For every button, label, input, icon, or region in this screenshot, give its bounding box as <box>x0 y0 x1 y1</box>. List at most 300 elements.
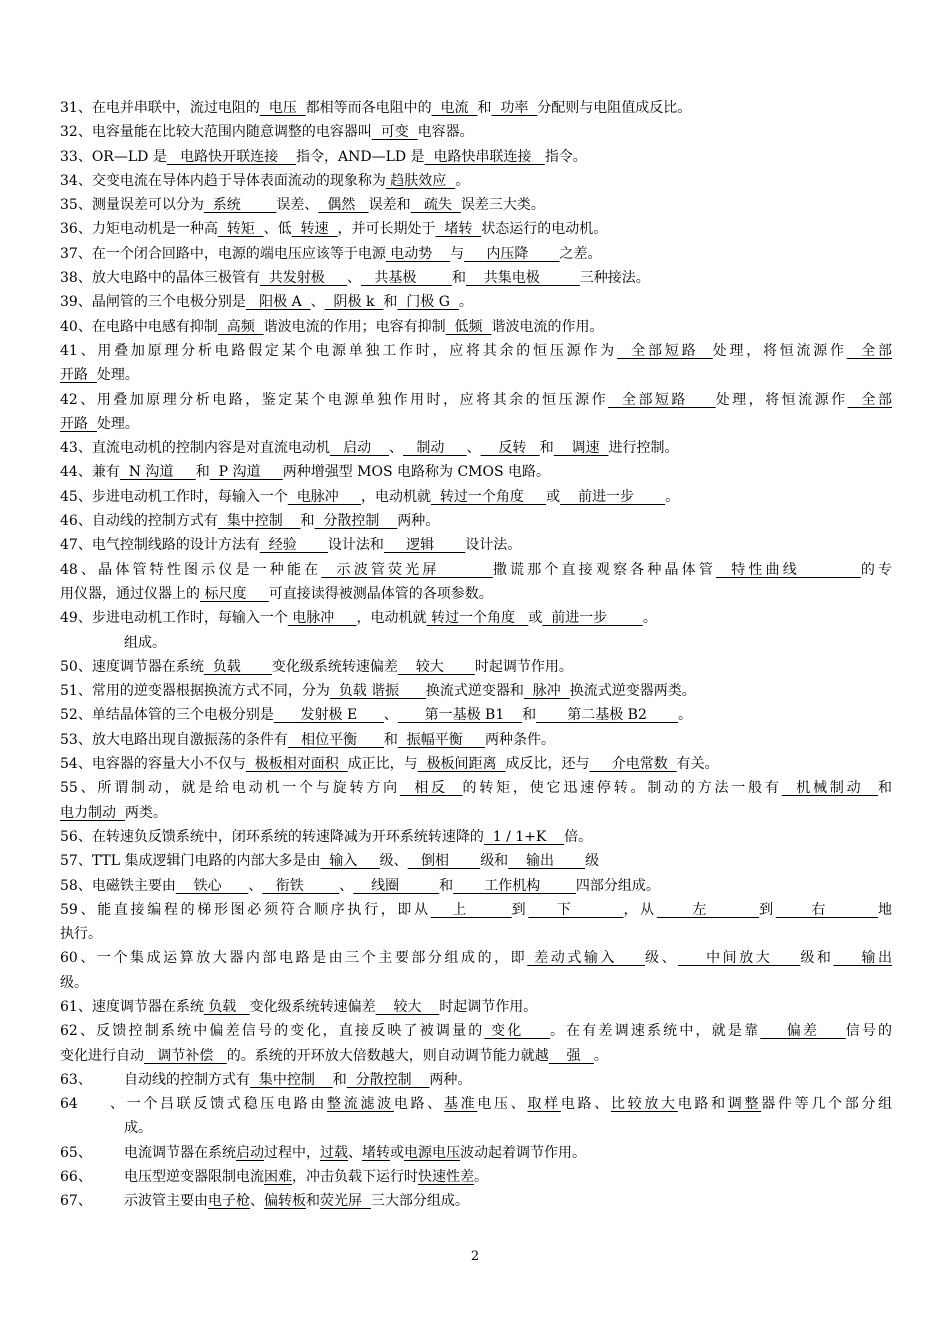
answer-blank: 电子枪 <box>208 1193 250 1210</box>
question-text: 谐波电流的作用；电容有抑制 <box>263 318 446 335</box>
answer-blank: 趋肤效应 <box>385 172 456 189</box>
answer-blank: 疏失 <box>410 197 461 214</box>
answer-blank: 输出 <box>508 853 586 870</box>
question-text: 设计法和 <box>327 537 384 554</box>
question-text: 的转矩，使它迅速停转。制动的方法一般有 <box>462 780 782 797</box>
answer-blank: 集中控制 <box>250 1071 333 1088</box>
question-text: 、 <box>248 877 263 894</box>
question-text: 可直接读得被测晶体管的各项参数。 <box>268 585 493 602</box>
question-number: 53、 <box>60 731 92 748</box>
answer-blank: 堵转 <box>435 221 482 238</box>
question-text: 四部分组成。 <box>575 877 660 894</box>
question-text: 速度调节器在系统 <box>91 658 204 675</box>
question-text: 三大部分组成。 <box>370 1193 469 1210</box>
answer-blank: 机械制动 <box>781 780 878 797</box>
answer-blank: 启动 <box>329 440 389 457</box>
question-line <box>60 217 892 241</box>
answer-blank: 负载 <box>203 658 272 675</box>
continuation-line <box>60 1044 892 1068</box>
question-number: 35、 <box>60 197 92 214</box>
answer-blank: 困难 <box>264 1169 292 1186</box>
question-text: 电压型逆变器限制电流 <box>124 1169 264 1186</box>
question-text: 。 <box>642 610 657 627</box>
question-text: 信号的 <box>845 1023 892 1040</box>
question-text: 到 <box>511 901 529 918</box>
answer-blank: 共发射极 <box>259 270 347 287</box>
answer-blank: 电源电压 <box>404 1144 460 1161</box>
question-text: 一个吕联反馈式稳压电路由 <box>124 1096 328 1113</box>
answer-blank: 转过一个角度 <box>430 488 547 505</box>
question-text: 倍。 <box>564 828 593 845</box>
question-text: 能直接编程的梯形图必须符合顺序执行，即从 <box>97 901 431 918</box>
question-text: ，并可长期处于 <box>337 221 436 238</box>
answer-blank: 反转 <box>480 440 540 457</box>
question-number: 46、 <box>60 513 92 530</box>
question-text: OR—LD 是 <box>91 148 167 165</box>
answer-blank: 偶然 <box>318 197 369 214</box>
question-text: 。 <box>678 707 693 724</box>
question-number: 45、 <box>60 488 92 505</box>
question-line <box>60 533 892 557</box>
question-line <box>60 96 892 120</box>
question-number: 62、 <box>60 1023 97 1040</box>
answer-blank: 分散控制 <box>314 513 398 530</box>
question-text: 。 <box>458 294 473 311</box>
question-number: 51、 <box>60 683 92 700</box>
answer-blank: 功率 <box>491 100 538 116</box>
continuation-line <box>60 1116 892 1140</box>
question-text: 兼有 <box>91 464 120 481</box>
question-text: 进行控制。 <box>608 440 679 457</box>
question-text: 。 <box>474 1169 488 1186</box>
answer-blank: 过载 <box>320 1144 348 1161</box>
question-text: 级 <box>585 853 600 870</box>
question-text: 用仪器，通过仪器上的 <box>60 585 200 602</box>
question-line <box>60 728 892 752</box>
question-text: 和 <box>383 731 398 748</box>
answer-blank: 高频 <box>217 318 264 335</box>
question-text: 或 <box>528 610 543 627</box>
answer-blank: 工作机构 <box>453 877 576 894</box>
question-line <box>60 169 892 193</box>
answer-blank: 第二基极 B2 <box>536 707 679 724</box>
question-text: 在电并串联中，流过电阻的 <box>91 100 260 116</box>
question-text: TTL 集成逻辑门电路的内部大多是由 <box>91 853 321 870</box>
question-text: 变化级系统转速偏差 <box>249 998 376 1015</box>
page-number: 2 <box>470 1249 480 1264</box>
answer-blank: 标尺度 <box>200 585 269 602</box>
question-text: 两种增强型 MOS 电路称为 CMOS 电路。 <box>282 464 551 481</box>
question-number: 60、 <box>60 950 97 967</box>
answer-blank: 脉冲 <box>523 683 570 700</box>
question-line <box>60 1165 892 1189</box>
question-line <box>60 266 892 290</box>
question-text: 力矩电动机是一种高 <box>91 221 218 238</box>
question-line <box>60 679 892 703</box>
answer-blank: 转过一个角度 <box>426 610 529 627</box>
answer-blank: 经验 <box>259 537 328 554</box>
question-text: 电压、 <box>477 1096 528 1113</box>
question-number: 63、 <box>60 1071 92 1088</box>
answer-blank: 堵转 <box>362 1144 390 1161</box>
question-text: 级和 <box>480 853 509 870</box>
continuation-line <box>60 582 892 606</box>
continuation-line <box>60 922 892 946</box>
answer-blank: 电脉冲 <box>287 488 361 505</box>
question-text: 状态运行的电动机。 <box>481 221 608 238</box>
question-text: 。 <box>593 1047 608 1064</box>
question-text: 成反比，还与 <box>505 756 590 773</box>
answer-blank: 阳极 A <box>245 294 311 311</box>
question-line <box>60 485 892 509</box>
question-text: 、 <box>346 270 361 287</box>
question-number: 33、 <box>60 148 92 165</box>
answer-blank: 电动势 <box>385 245 451 262</box>
question-text: 电气控制线路的设计方法有 <box>91 537 260 554</box>
question-text: 误差三大类。 <box>460 197 545 214</box>
question-number: 42、 <box>60 391 97 408</box>
question-text: 和 <box>451 270 466 287</box>
question-text: 和 <box>383 294 398 311</box>
question-number: 37、 <box>60 245 92 262</box>
question-text: 在电路中电感有抑制 <box>91 318 218 335</box>
answer-blank: 低频 <box>445 318 492 335</box>
answer-blank: 共集电极 <box>465 270 580 287</box>
question-text: 到 <box>759 901 776 918</box>
question-number: 50、 <box>60 658 92 675</box>
question-number: 66、 <box>60 1169 92 1186</box>
question-text: 谐波电流的作用。 <box>491 318 604 335</box>
answer-blank: 较大 <box>375 998 440 1015</box>
answer-blank: N 沟道 <box>119 464 196 481</box>
question-line <box>60 776 892 800</box>
question-text: 和 <box>306 1193 320 1210</box>
answer-blank: 上 <box>430 901 512 918</box>
question-text: 级、 <box>645 950 679 967</box>
question-text: 电容器的容量大小不仅与 <box>91 756 246 773</box>
answer-blank: 差动式输入 <box>527 950 646 967</box>
answer-blank: 下 <box>528 901 624 918</box>
question-line <box>60 242 892 266</box>
question-text: 直流电动机的控制内容是对直流电动机 <box>91 440 330 457</box>
question-line <box>60 1068 892 1092</box>
question-text: 变化级系统转速偏差 <box>271 658 398 675</box>
answer-blank: 电流 <box>431 100 478 116</box>
answer-blank: 第一基极 B1 <box>397 707 523 724</box>
question-number: 56、 <box>60 828 92 845</box>
answer-blank: 倒相 <box>407 853 481 870</box>
answer-blank: 极板间距离 <box>417 756 506 773</box>
answer-blank: 分散控制 <box>346 1071 430 1088</box>
question-text: 过程中， <box>264 1144 320 1161</box>
question-text: ，从 <box>623 901 657 918</box>
continuation-line <box>60 801 892 825</box>
question-text: 分配则与电阻值成反比。 <box>537 100 692 116</box>
question-number: 57、 <box>60 853 92 870</box>
question-text: 器件等几个部分组 <box>761 1096 892 1113</box>
answer-blank: 转速 <box>291 221 338 238</box>
question-text: 晶闸管的三个电极分别是 <box>91 294 246 311</box>
question-line <box>60 436 892 460</box>
continuation-line <box>60 412 892 436</box>
document-body <box>60 96 892 1214</box>
answer-blank: 调整 <box>727 1096 762 1113</box>
question-text: 误差、 <box>276 197 319 214</box>
question-text: 指令。 <box>544 148 587 165</box>
question-number: 52、 <box>60 707 92 724</box>
question-text: ，冲击负载下运行时 <box>292 1169 418 1186</box>
answer-blank: 全部短路 <box>608 391 716 408</box>
question-text: 执行。 <box>60 926 102 943</box>
question-text: 、 <box>383 707 398 724</box>
question-text: 三种接法。 <box>579 270 650 287</box>
answer-blank: 全部 <box>847 391 892 408</box>
answer-blank: 1 / 1+K <box>483 828 565 845</box>
question-text: 电路和 <box>677 1096 728 1113</box>
question-text: 步进电动机工作时，每输入一个 <box>91 610 288 627</box>
answer-blank: 调速 <box>553 440 609 457</box>
answer-blank: 中间放大 <box>678 950 801 967</box>
question-line <box>60 752 892 776</box>
answer-blank: 振幅平衡 <box>397 731 486 748</box>
question-text: 、 <box>310 294 325 311</box>
question-line <box>60 1019 892 1043</box>
question-text: 。在有差调速系统中，就是靠 <box>549 1023 761 1040</box>
question-text: 常用的逆变器根据换流方式不同，分为 <box>91 683 330 700</box>
answer-blank: 转矩 <box>217 221 264 238</box>
question-text: 有关。 <box>676 756 719 773</box>
question-text: 和 <box>439 877 454 894</box>
question-line <box>60 995 892 1019</box>
question-text: 级和 <box>800 950 834 967</box>
question-text: 电容量能在比较大范围内随意调整的电容器叫 <box>91 124 372 141</box>
question-text: 速度调节器在系统 <box>91 998 204 1015</box>
question-text: 的专 <box>860 561 892 578</box>
question-number: 65、 <box>60 1144 92 1161</box>
answer-blank: 共基极 <box>360 270 452 287</box>
answer-blank: 较大 <box>397 658 475 675</box>
answer-blank: 电路快开联连接 <box>166 148 296 165</box>
question-text: 级、 <box>379 853 408 870</box>
question-text: 与 <box>450 245 465 262</box>
question-text: 、 <box>250 1193 264 1210</box>
answer-blank: 输出 <box>833 950 892 967</box>
question-line <box>60 388 892 412</box>
question-text: 两类。 <box>124 804 167 821</box>
question-number: 55、 <box>60 780 98 797</box>
answer-blank: 示波管荧光屏 <box>321 561 493 578</box>
question-text: 时起调节作用。 <box>439 998 538 1015</box>
question-text: 撒谎那个直接观察各种晶体管 <box>492 561 717 578</box>
question-text: 自动线的控制方式有 <box>91 513 218 530</box>
question-line <box>60 849 892 873</box>
question-text: 示波管主要由 <box>124 1193 208 1210</box>
question-number: 44、 <box>60 464 92 481</box>
answer-blank: 取样 <box>527 1096 561 1113</box>
answer-blank: 阴极 k <box>324 294 384 311</box>
question-line <box>60 315 892 339</box>
question-text: 时起调节作用。 <box>474 658 573 675</box>
question-text: 或 <box>390 1144 404 1161</box>
question-text: 处理。 <box>96 415 139 432</box>
answer-blank: 相位平衡 <box>287 731 384 748</box>
question-text: 波动起着调节作用。 <box>460 1144 586 1161</box>
answer-blank: 比较放大 <box>610 1096 678 1113</box>
answer-blank: 快速性差 <box>418 1169 474 1186</box>
answer-blank: 特性曲线 <box>716 561 861 578</box>
answer-blank: 负载 <box>203 998 250 1015</box>
answer-blank: 全部 <box>846 342 892 359</box>
question-line <box>60 1141 892 1165</box>
answer-blank: 偏差 <box>760 1023 846 1040</box>
continuation-line <box>60 971 892 995</box>
answer-blank: 系统 <box>203 197 277 214</box>
question-line <box>60 1092 892 1116</box>
answer-blank: 门极 G <box>397 294 459 311</box>
question-text: 一个集成运算放大器内部电路是由三个主要部分组成的，即 <box>96 950 528 967</box>
question-line <box>60 1189 892 1213</box>
answer-blank: 调节补偿 <box>144 1047 227 1064</box>
answer-blank: 右 <box>775 901 879 918</box>
question-text: 电容器。 <box>417 124 474 141</box>
question-text: 级。 <box>60 974 88 991</box>
answer-blank: 发射极 E <box>273 707 384 724</box>
question-number: 64、 <box>60 1096 124 1113</box>
question-text: ，电动机就 <box>356 610 427 627</box>
question-text: 。 <box>455 172 470 189</box>
answer-blank: 铁心 <box>175 877 249 894</box>
question-text: ，电动机就 <box>360 488 431 505</box>
question-line <box>60 339 892 363</box>
answer-blank: 启动 <box>236 1144 264 1161</box>
answer-blank: 全部短路 <box>616 342 713 359</box>
question-text: 换流式逆变器和 <box>425 683 524 700</box>
question-text: 和 <box>522 707 537 724</box>
question-line <box>60 120 892 144</box>
question-text: 在一个闭合回路中，电源的端电压应该等于电源 <box>91 245 386 262</box>
question-line <box>60 509 892 533</box>
answer-blank: 制动 <box>402 440 467 457</box>
question-number: 49、 <box>60 610 92 627</box>
answer-blank: 基准 <box>443 1096 478 1113</box>
question-line <box>60 460 892 484</box>
question-number: 43、 <box>60 440 92 457</box>
question-text: 单结晶体管的三个电极分别是 <box>91 707 274 724</box>
answer-blank: 电路快串联连接 <box>424 148 545 165</box>
answer-blank: 内压降 <box>464 245 560 262</box>
answer-blank: P 沟道 <box>209 464 283 481</box>
question-text: 两种。 <box>429 1071 472 1088</box>
question-line <box>60 874 892 898</box>
question-line <box>60 193 892 217</box>
question-line <box>60 290 892 314</box>
question-text: 和 <box>878 780 892 797</box>
question-text: 都相等而各电阻中的 <box>305 100 432 116</box>
answer-blank: 介电常数 <box>589 756 677 773</box>
question-number: 48、 <box>60 561 99 578</box>
answer-blank: 可变 <box>371 124 418 141</box>
question-text: 、 <box>388 440 403 457</box>
question-text: 两种。 <box>397 513 440 530</box>
question-text: 的。系统的开环放大倍数越大，则自动调节能力就越 <box>226 1047 549 1064</box>
question-text: 成正比，与 <box>347 756 418 773</box>
question-line <box>60 946 892 970</box>
question-text: 反馈控制系统中偏差信号的变化，直接反映了被调量的 <box>96 1023 485 1040</box>
question-number: 47、 <box>60 537 92 554</box>
answer-blank: 输入 <box>320 853 380 870</box>
question-number: 34、 <box>60 172 92 189</box>
question-line <box>60 145 892 169</box>
question-text: 所谓制动，就是给电动机一个与旋转方向 <box>97 780 400 797</box>
question-text: 、低 <box>263 221 292 238</box>
question-text: 放大电路出现自激振荡的条件有 <box>91 731 288 748</box>
question-text: 设计法。 <box>465 537 522 554</box>
question-text: 电磁铁主要由 <box>91 877 176 894</box>
question-text: 用叠加原理分析电路假定某个电源单独工作时，应将其余的恒压源作为 <box>97 342 617 359</box>
question-line <box>60 825 892 849</box>
question-number: 39、 <box>60 294 92 311</box>
continuation-line <box>60 363 892 387</box>
question-number: 59、 <box>60 901 98 918</box>
answer-blank: 极板相对面积 <box>245 756 348 773</box>
question-text: 电路、 <box>393 1096 444 1113</box>
continuation-line <box>60 631 892 655</box>
question-text: 用叠加原理分析电路，鉴定某个电源单独作用时，应将其余的恒压源作 <box>96 391 609 408</box>
question-number: 32、 <box>60 124 92 141</box>
answer-blank: 电力制动 <box>60 804 125 821</box>
question-text: 晶体管特性图示仪是一种能在 <box>98 561 322 578</box>
question-text: 误差和 <box>368 197 411 214</box>
question-text: 处理。 <box>96 367 139 384</box>
answer-blank: 相反 <box>399 780 463 797</box>
question-text: 。 <box>665 488 680 505</box>
question-line <box>60 898 892 922</box>
answer-blank: 集中控制 <box>217 513 301 530</box>
question-text: 和 <box>195 464 210 481</box>
answer-blank: 前进一步 <box>542 610 643 627</box>
question-text: 和 <box>477 100 492 116</box>
question-text: 电流调节器在系统 <box>124 1144 236 1161</box>
question-text: 和 <box>300 513 315 530</box>
question-number: 38、 <box>60 270 92 287</box>
question-number: 67、 <box>60 1193 92 1210</box>
question-text: 、 <box>466 440 481 457</box>
question-number: 41、 <box>60 342 98 359</box>
answer-blank: 逻辑 <box>383 537 466 554</box>
question-text: 电路、 <box>560 1096 611 1113</box>
question-text: 自动线的控制方式有 <box>124 1071 250 1088</box>
question-text: 成。 <box>124 1120 152 1137</box>
question-number: 31、 <box>60 100 92 116</box>
question-text: 地 <box>878 901 892 918</box>
question-number: 61、 <box>60 998 92 1015</box>
question-line <box>60 606 892 630</box>
answer-blank: 电压 <box>259 100 306 116</box>
question-number: 36、 <box>60 221 92 238</box>
question-text: 之差。 <box>559 245 602 262</box>
question-text: 两种条件。 <box>485 731 556 748</box>
question-text: 指令，AND—LD 是 <box>295 148 425 165</box>
question-text: 变化进行自动 <box>60 1047 144 1064</box>
answer-blank: 开路 <box>60 367 97 384</box>
question-text: 换流式逆变器两类。 <box>569 683 696 700</box>
question-number: 54、 <box>60 756 92 773</box>
answer-blank: 整流滤波 <box>327 1096 394 1113</box>
answer-blank: 开路 <box>60 415 97 432</box>
answer-blank: 负载 谐振 <box>329 683 426 700</box>
question-text: 、 <box>339 877 354 894</box>
question-text: 和 <box>332 1071 347 1088</box>
